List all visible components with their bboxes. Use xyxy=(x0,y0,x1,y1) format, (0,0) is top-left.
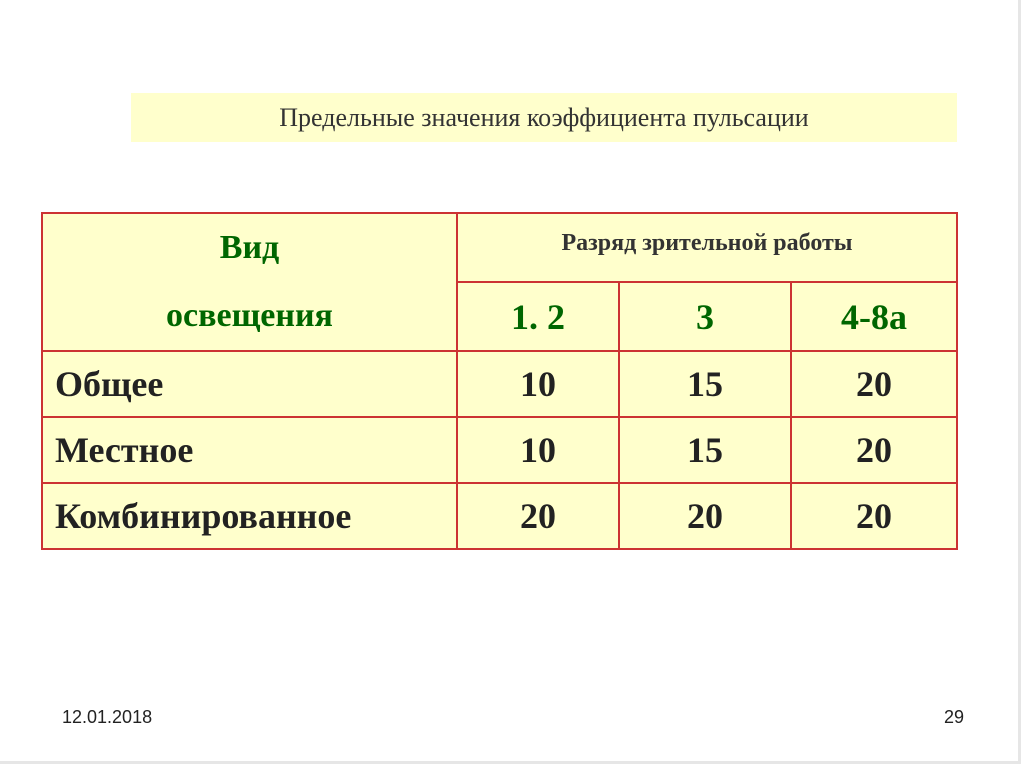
table-cell: 20 xyxy=(791,351,957,417)
table-cell: 20 xyxy=(619,483,791,549)
row-label-combined: Комбинированное xyxy=(42,483,457,549)
row-label-general: Общее xyxy=(42,351,457,417)
table-header-row xyxy=(42,213,957,282)
category-4-8a: 4-8а xyxy=(791,282,957,351)
header-work-category: Разряд зрительной работы xyxy=(457,213,957,282)
slide-title-text: Предельные значения коэффициента пульсации xyxy=(279,102,809,132)
footer-date: 12.01.2018 xyxy=(62,707,153,727)
table-row xyxy=(42,351,957,417)
slide-title xyxy=(131,93,957,142)
page-number: 29 xyxy=(944,707,965,727)
pulsation-table xyxy=(41,212,958,550)
row-label-local: Местное xyxy=(42,417,457,483)
category-1-2: 1. 2 xyxy=(457,282,619,351)
header-lighting-type xyxy=(42,213,457,351)
table-cell: 20 xyxy=(457,483,619,549)
table-cell: 15 xyxy=(619,351,791,417)
table-cell: 10 xyxy=(457,351,619,417)
table-row xyxy=(42,483,957,549)
table-cell: 10 xyxy=(457,417,619,483)
table-row xyxy=(42,417,957,483)
category-3: 3 xyxy=(619,282,791,351)
header-lighting-type-line1: Вид xyxy=(219,229,280,266)
table-cell: 20 xyxy=(791,417,957,483)
table-cell: 20 xyxy=(791,483,957,549)
table-cell: 15 xyxy=(619,417,791,483)
header-lighting-type-line2: освещения xyxy=(166,297,333,334)
